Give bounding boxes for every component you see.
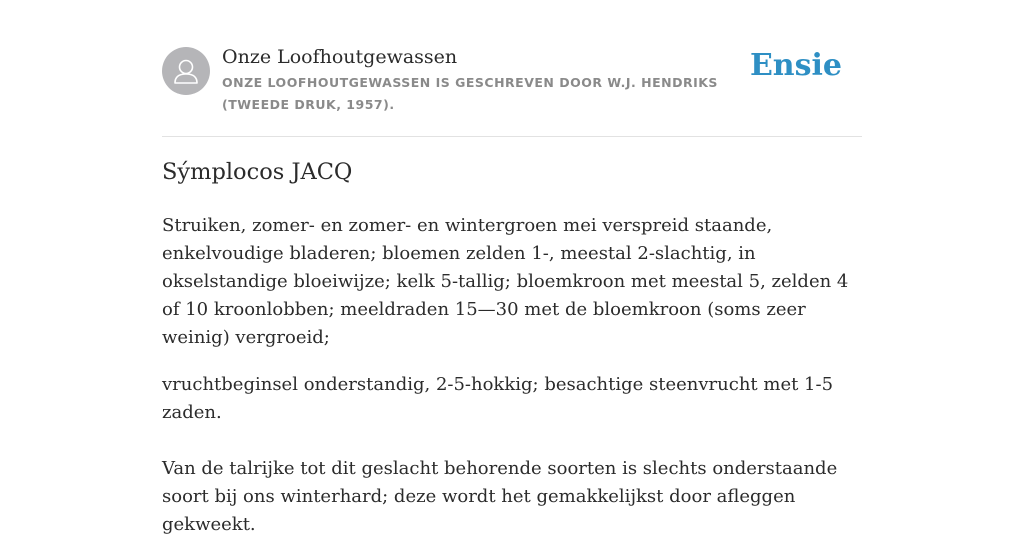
book-header [162,46,862,137]
user-silhouette-icon [162,47,210,95]
entry-body [162,212,867,558]
entry-paragraph: Van de talrijke tot dit geslacht behorende soorten is slechts onderstaande soort bij ons winterhard; deze wordt het gemakkelijkst door afleggen gekweekt. [162,458,838,535]
entry-paragraph: vruchtbeginsel onderstandig, 2-5-hokkig; besachtige steenvrucht met 1-5 zaden. [162,374,834,423]
book-subtitle: ONZE LOOFHOUTGEWASSEN IS GESCHREVEN DOOR W.J. HENDRIKS (TWEEDE DRUK, 1957). [222,75,718,112]
entry-paragraph: Struiken, zomer- en zomer- en wintergroen mei verspreid staande, enkelvoudige bladeren; bloemen zelden 1-, meestal 2-slachtig, in okselstandige bloeiwijze; kelk 5-tallig; bloemkroon met meestal 5, zelden 4 of 10 kroonlobben; meeldraden 15—30 met de bloemkroon (soms zeer weinig) vergroeid; [162,215,849,348]
brand-logo[interactable]: Ensie [749,48,842,83]
entry-title: Sýmplocos JACQ [162,159,353,185]
book-title[interactable]: Onze Loofhoutgewassen [222,46,458,68]
